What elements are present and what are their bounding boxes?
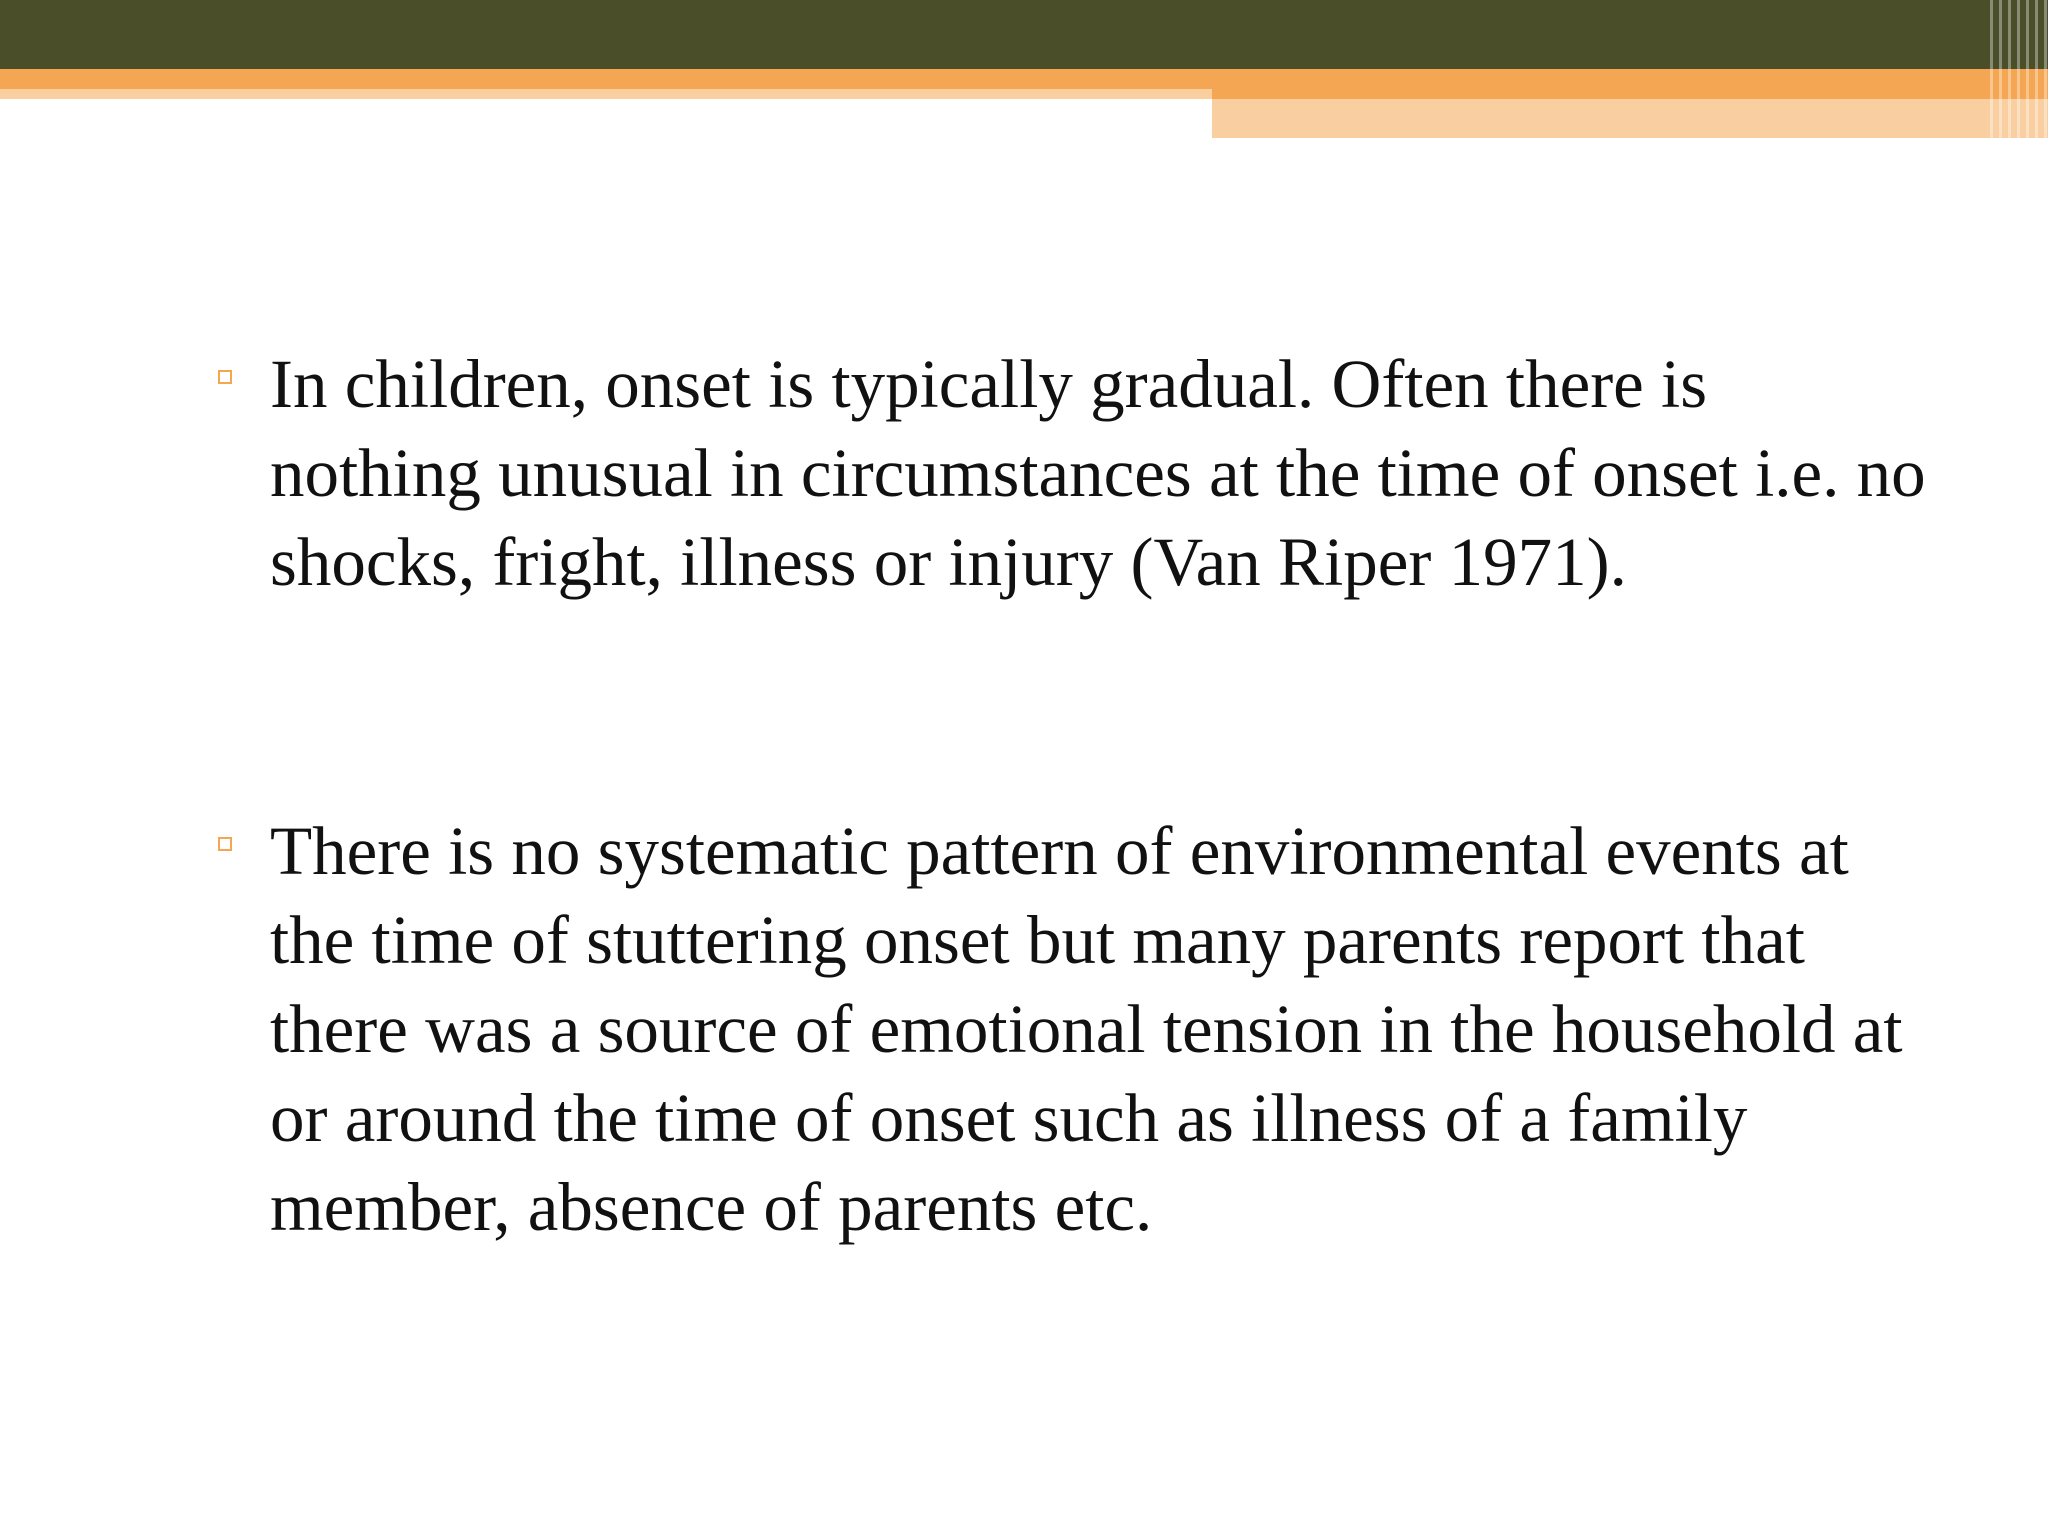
header-edge-stripes bbox=[1984, 0, 2048, 138]
header-band-orange-right bbox=[1212, 89, 2048, 99]
bullet-text-2: There is no systematic pattern of environmental events at the time of stuttering onset but many parents report that there was a source of emotional tension in the household at or around the time of onset such as illness of a family member, absence of parents etc. bbox=[270, 813, 1903, 1245]
header-band-peach bbox=[1212, 99, 2048, 138]
header-band-olive bbox=[0, 0, 2048, 69]
bullet-list bbox=[212, 340, 1932, 1252]
square-bullet-icon bbox=[218, 370, 232, 384]
header-band-orange bbox=[0, 69, 2048, 89]
bullet-text-1: In children, onset is typically gradual. Often there is nothing unusual in circumstances at the time of onset i.e. no shocks, fright, illness or injury (Van Riper 1971). bbox=[270, 346, 1926, 600]
header-band-orange-thin bbox=[0, 89, 1212, 99]
square-bullet-icon bbox=[218, 837, 232, 851]
bullet-item-2 bbox=[212, 807, 1932, 1252]
bullet-item-1 bbox=[212, 340, 1932, 607]
